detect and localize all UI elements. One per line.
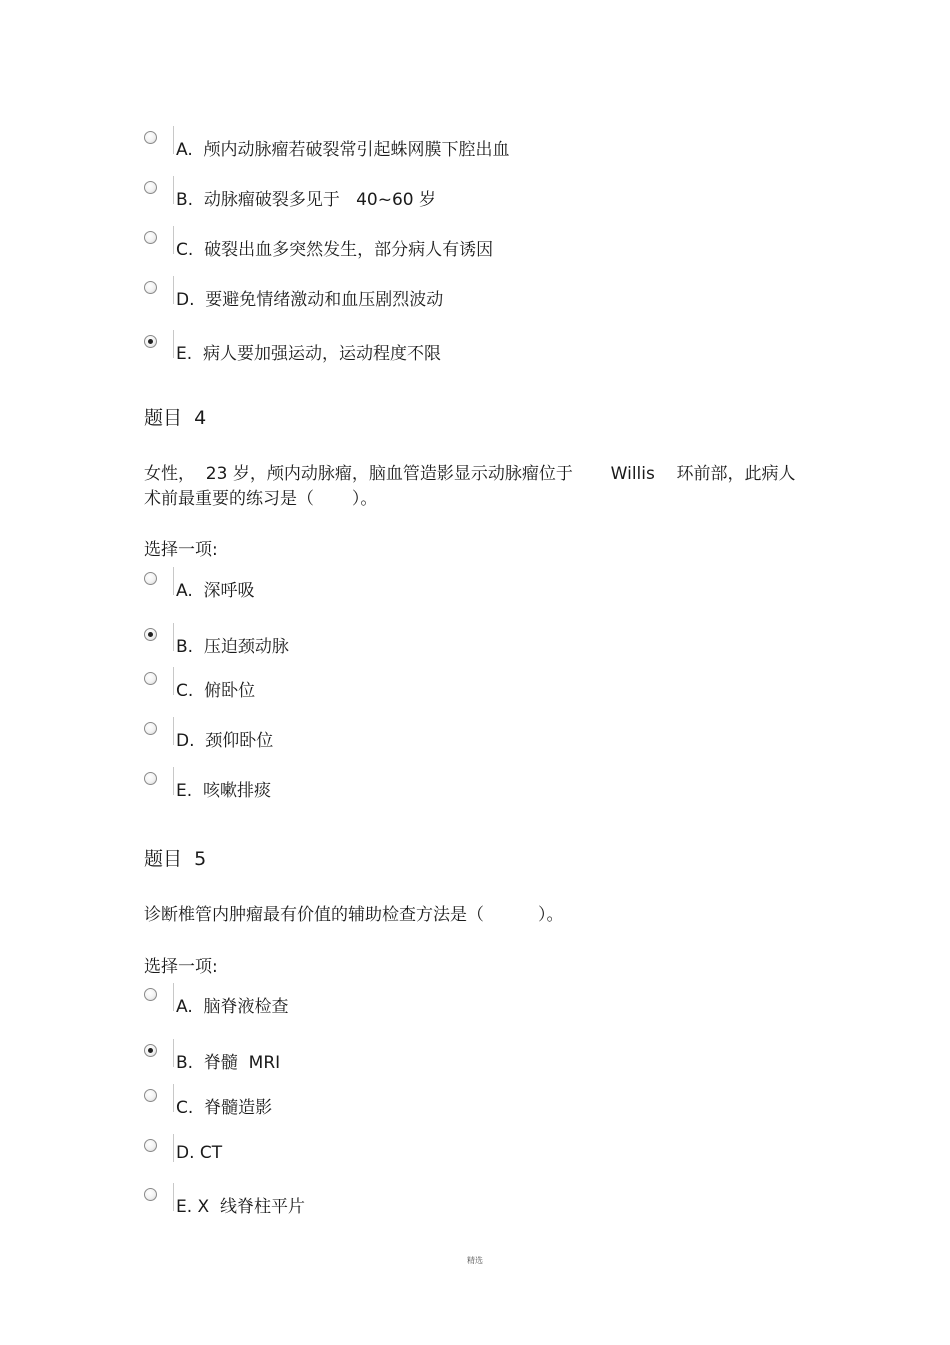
q4-option-d[interactable] [144,722,844,752]
q4-option-b[interactable] [144,628,844,658]
option-label: A. 颅内动脉瘤若破裂常引起蛛网膜下腔出血 [176,140,510,160]
question-5-prompt: 选择一项: [144,957,218,977]
radio-icon[interactable] [144,988,157,1001]
option-divider [173,1084,174,1112]
q3-option-b[interactable] [144,181,844,211]
radio-checked-icon[interactable] [144,1044,157,1057]
option-divider [173,1183,174,1211]
option-label: D. CT [176,1143,223,1163]
q3-option-c[interactable] [144,231,844,261]
q3-option-a[interactable] [144,131,844,161]
q5-option-e[interactable] [144,1188,844,1218]
question-4-text-line-2: 术前最重要的练习是（ ）。 [144,489,378,509]
option-divider [173,126,174,154]
option-divider [173,226,174,254]
radio-icon[interactable] [144,572,157,585]
option-divider [173,1134,174,1162]
q3-option-d[interactable] [144,281,844,311]
radio-icon[interactable] [144,1188,157,1201]
option-divider [173,330,174,358]
option-label: D. 颈仰卧位 [176,731,274,751]
option-divider [173,1039,174,1067]
radio-icon[interactable] [144,281,157,294]
question-4-title: 题目 4 [144,407,207,429]
radio-icon[interactable] [144,1139,157,1152]
option-label: B. 动脉瘤破裂多见于 40~60 岁 [176,190,436,210]
option-label: B. 压迫颈动脉 [176,637,289,657]
option-label: C. 俯卧位 [176,681,256,701]
q5-option-c[interactable] [144,1089,844,1119]
q4-option-a[interactable] [144,572,844,602]
option-label: E. X 线脊柱平片 [176,1197,306,1217]
question-4-prompt: 选择一项: [144,540,218,560]
q3-option-e[interactable] [144,335,844,365]
option-label: D. 要避免情绪激动和血压剧烈波动 [176,290,444,310]
option-label: C. 破裂出血多突然发生，部分病人有诱因 [176,240,494,260]
radio-icon[interactable] [144,772,157,785]
q5-option-b[interactable] [144,1044,844,1074]
option-label: E. 病人要加强运动，运动程度不限 [176,344,441,364]
option-label: A. 脑脊液检查 [176,997,289,1017]
question-5-text: 诊断椎管内肿瘤最有价值的辅助检查方法是（ ）。 [144,905,564,925]
option-label: B. 脊髓 MRI [176,1053,281,1073]
option-divider [173,623,174,651]
option-divider [173,176,174,204]
radio-checked-icon[interactable] [144,335,157,348]
radio-icon[interactable] [144,131,157,144]
radio-checked-icon[interactable] [144,628,157,641]
question-4-text-line-1: 女性， 23 岁，颅内动脉瘤，脑血管造影显示动脉瘤位于 Willis 环前部，此病人 [144,464,796,484]
option-divider [173,276,174,304]
option-divider [173,717,174,745]
option-divider [173,767,174,795]
q5-option-a[interactable] [144,988,844,1018]
q5-option-d[interactable] [144,1139,844,1169]
question-5-title: 题目 5 [144,848,207,870]
option-divider [173,983,174,1011]
option-divider [173,567,174,595]
q4-option-c[interactable] [144,672,844,702]
page-footer: 精选 [467,1256,483,1265]
option-label: A. 深呼吸 [176,581,255,601]
radio-icon[interactable] [144,722,157,735]
option-label: E. 咳嗽排痰 [176,781,271,801]
radio-icon[interactable] [144,672,157,685]
radio-icon[interactable] [144,231,157,244]
option-label: C. 脊髓造影 [176,1098,273,1118]
option-divider [173,667,174,695]
radio-icon[interactable] [144,1089,157,1102]
radio-icon[interactable] [144,181,157,194]
q4-option-e[interactable] [144,772,844,802]
